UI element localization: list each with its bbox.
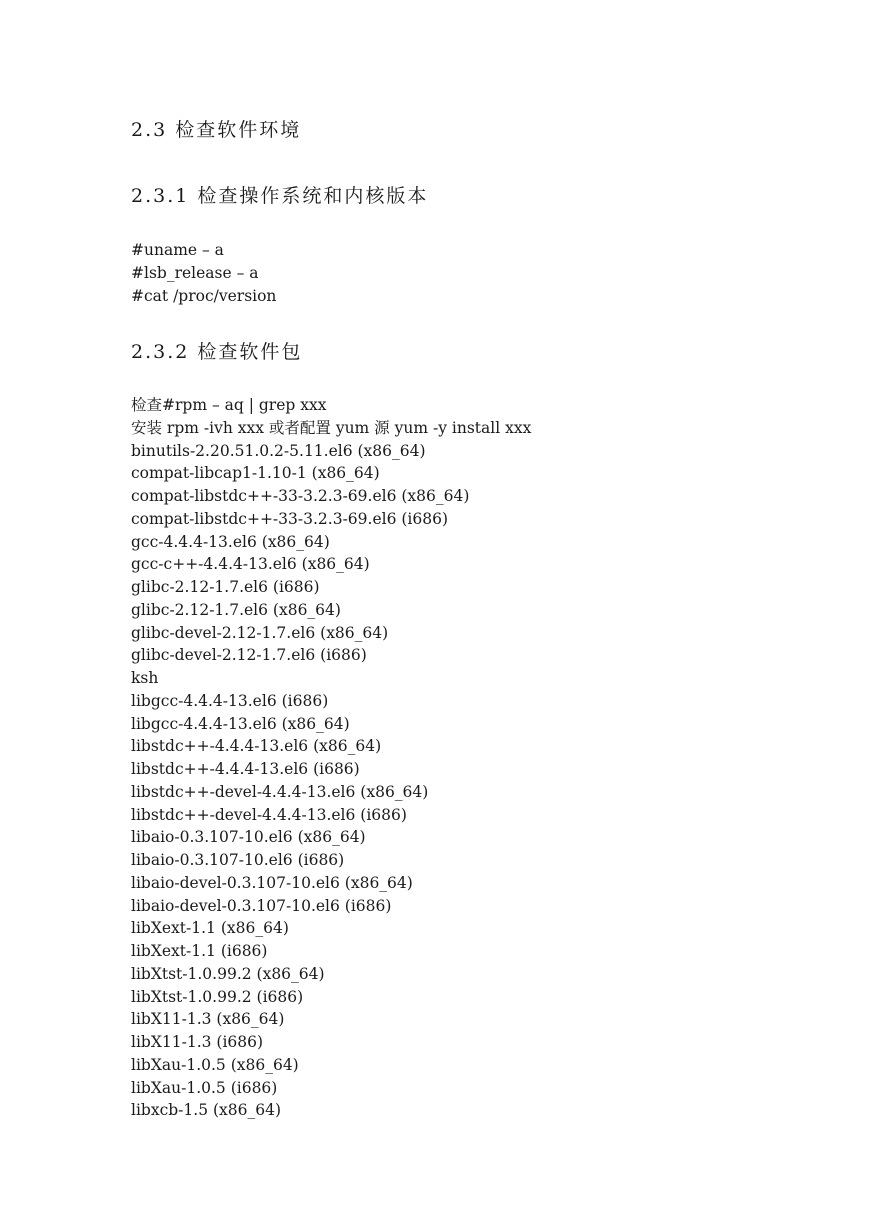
check-command-line: 检查#rpm – aq | grep xxx <box>131 396 327 414</box>
section-heading: 2.3 检查软件环境 <box>131 119 302 141</box>
package-line: compat-libstdc++-33-3.2.3-69.el6 (x86_64) <box>131 487 470 505</box>
package-line: libaio-devel-0.3.107-10.el6 (i686) <box>131 896 392 915</box>
package-line: libXtst-1.0.99.2 (x86_64) <box>131 964 325 983</box>
package-line: libgcc-4.4.4-13.el6 (i686) <box>131 691 329 710</box>
command-list <box>131 239 276 307</box>
package-line: libgcc-4.4.4-13.el6 (x86_64) <box>131 714 350 733</box>
package-line: glibc-devel-2.12-1.7.el6 (x86_64) <box>131 623 389 642</box>
package-line: libstdc++-4.4.4-13.el6 (x86_64) <box>131 737 382 756</box>
package-line: gcc-4.4.4-13.el6 (x86_64) <box>131 532 330 551</box>
package-line: libxcb-1.5 (x86_64) <box>131 1101 282 1120</box>
package-line: glibc-2.12-1.7.el6 (i686) <box>131 578 320 596</box>
package-line: libstdc++-devel-4.4.4-13.el6 (i686) <box>131 805 407 824</box>
command-line: #cat /proc/version <box>131 286 277 305</box>
package-line: libXau-1.0.5 (i686) <box>131 1078 278 1097</box>
package-line: libaio-0.3.107-10.el6 (i686) <box>131 851 345 869</box>
package-line: compat-libstdc++-33-3.2.3-69.el6 (i686) <box>131 509 449 528</box>
subsection-heading-packages: 2.3.2 检查软件包 <box>131 341 303 363</box>
package-line: libXext-1.1 (i686) <box>131 942 268 960</box>
package-list <box>131 394 531 1122</box>
package-line: libXext-1.1 (x86_64) <box>131 919 289 938</box>
package-line: compat-libcap1-1.10-1 (x86_64) <box>131 464 380 483</box>
package-line: libaio-devel-0.3.107-10.el6 (x86_64) <box>131 873 413 892</box>
package-line: binutils-2.20.51.0.2-5.11.el6 (x86_64) <box>131 441 426 460</box>
command-line: #uname – a <box>131 241 224 259</box>
package-line: libXtst-1.0.99.2 (i686) <box>131 987 304 1006</box>
package-line: libX11-1.3 (i686) <box>131 1033 264 1051</box>
subsection-heading-kernel-version: 2.3.1 检查操作系统和内核版本 <box>131 185 429 207</box>
install-command-line: 安装 rpm -ivh xxx 或者配置 yum 源 yum -y install xxx <box>131 418 532 437</box>
package-line: libXau-1.0.5 (x86_64) <box>131 1055 299 1074</box>
package-line: libstdc++-devel-4.4.4-13.el6 (x86_64) <box>131 782 429 801</box>
package-line: glibc-2.12-1.7.el6 (x86_64) <box>131 600 341 619</box>
package-line: glibc-devel-2.12-1.7.el6 (i686) <box>131 646 367 665</box>
package-line: gcc-c++-4.4.4-13.el6 (x86_64) <box>131 555 370 574</box>
package-line: libstdc++-4.4.4-13.el6 (i686) <box>131 760 360 778</box>
package-line: libX11-1.3 (x86_64) <box>131 1010 285 1029</box>
package-line: libaio-0.3.107-10.el6 (x86_64) <box>131 828 366 847</box>
package-line: ksh <box>131 669 159 687</box>
command-line: #lsb_release – a <box>131 263 259 282</box>
